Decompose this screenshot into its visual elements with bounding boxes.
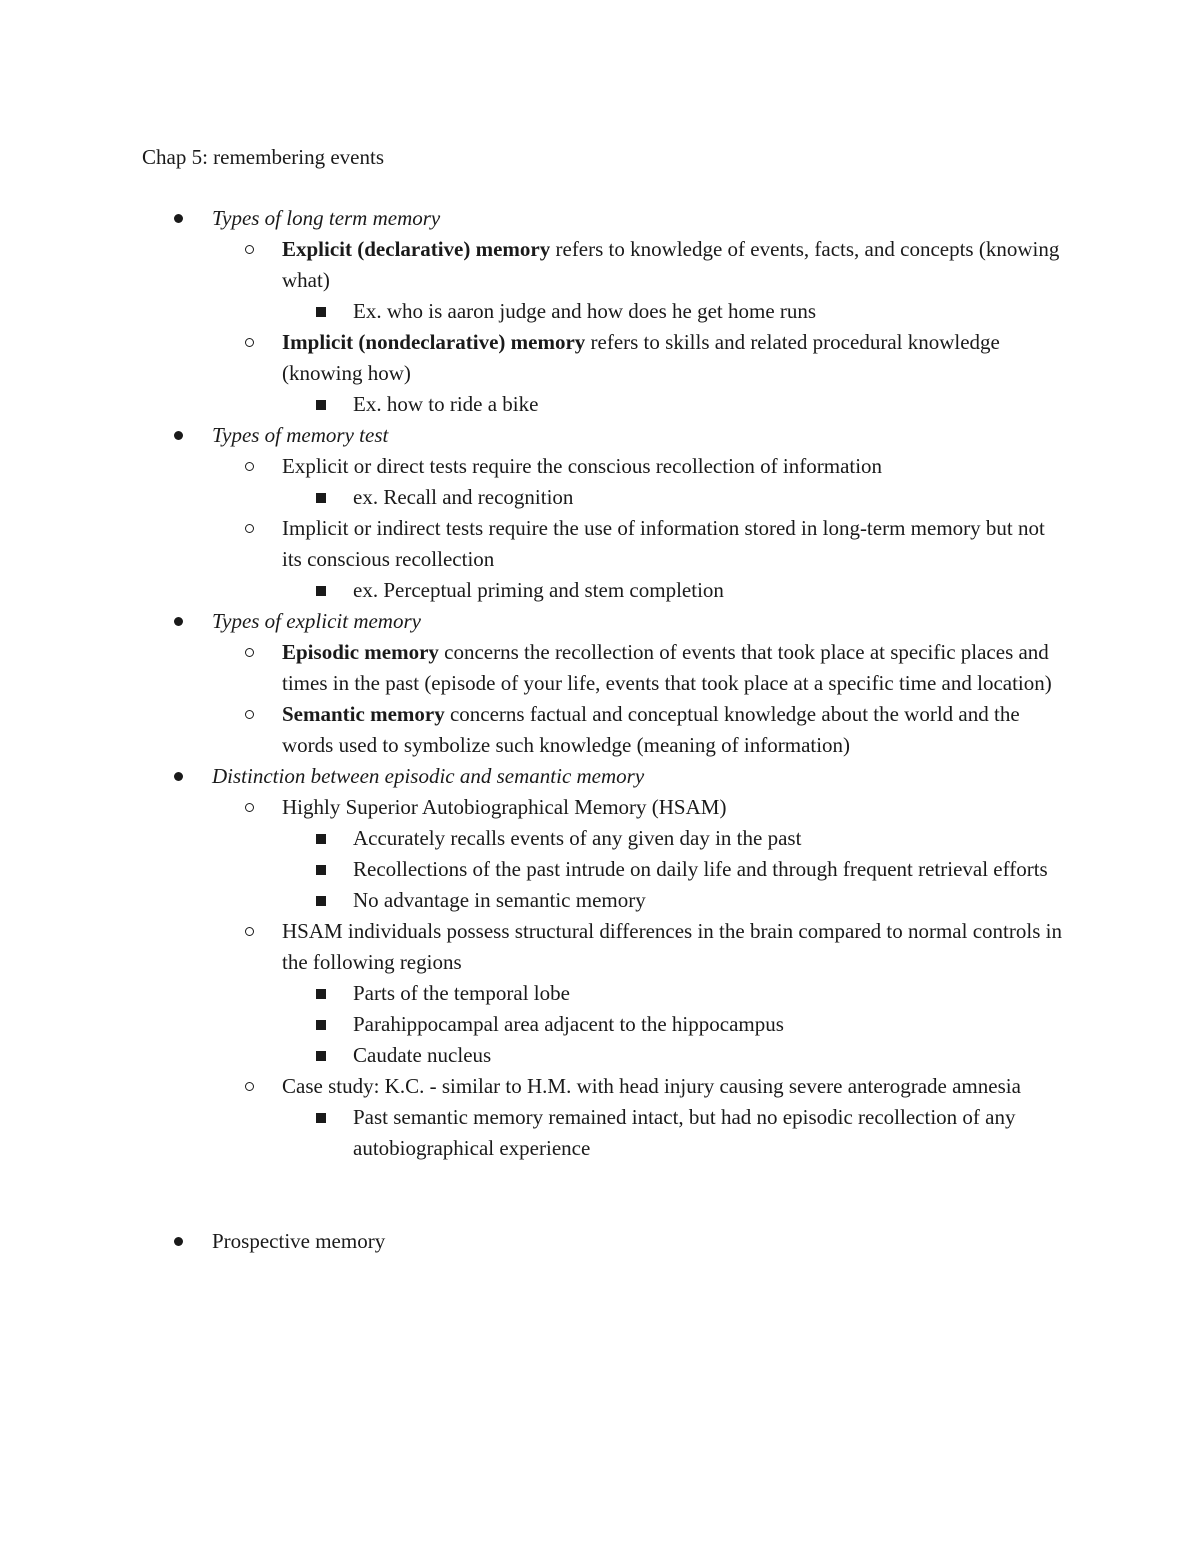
bullet-square-icon xyxy=(316,854,326,885)
body-text: Implicit or indirect tests require the use of information stored in long-term memory but not its conscious recollection xyxy=(282,516,1045,571)
bullet-ring-icon xyxy=(245,327,254,358)
list-item xyxy=(0,823,1063,854)
section-heading: Distinction between episodic and semantic memory xyxy=(212,764,645,788)
body-text: Parts of the temporal lobe xyxy=(353,981,570,1005)
body-text: No advantage in semantic memory xyxy=(353,888,646,912)
definition-text: refers to skills and related procedural knowledge (knowing how) xyxy=(282,330,1000,385)
list-item xyxy=(0,637,1062,699)
bullet-square-icon xyxy=(316,296,326,327)
bullet-square-icon xyxy=(316,482,326,513)
example-text: Ex. how to ride a bike xyxy=(353,392,539,416)
list-item xyxy=(0,854,1063,885)
list-item xyxy=(0,1102,1063,1164)
body-text: Case study: K.C. - similar to H.M. with head injury causing severe anterograde amnesia xyxy=(282,1074,1021,1098)
bullet-dot-icon xyxy=(174,606,183,637)
term-episodic-memory: Episodic memory xyxy=(282,640,439,664)
bullet-ring-icon xyxy=(245,699,254,730)
bullet-square-icon xyxy=(316,978,326,1009)
example-text: ex. Recall and recognition xyxy=(353,485,574,509)
bullet-dot-icon xyxy=(174,1226,183,1257)
bullet-dot-icon xyxy=(174,761,183,792)
term-explicit-memory: Explicit (declarative) memory xyxy=(282,237,551,261)
body-text: Recollections of the past intrude on daily life and through frequent retrieval efforts xyxy=(353,857,1048,881)
list-item xyxy=(0,606,1057,637)
body-text: Past semantic memory remained intact, but had no episodic recollection of any autobiographical experience xyxy=(353,1105,1016,1160)
blank-space xyxy=(0,1164,1200,1226)
list-item xyxy=(0,575,1063,606)
list-item xyxy=(0,699,1062,761)
bullet-ring-icon xyxy=(245,637,254,668)
list-item xyxy=(0,513,1062,575)
list-item xyxy=(0,885,1063,916)
body-text: Parahippocampal area adjacent to the hippocampus xyxy=(353,1012,784,1036)
list-item xyxy=(0,761,1057,792)
term-implicit-memory: Implicit (nondeclarative) memory xyxy=(282,330,586,354)
page-title: Chap 5: remembering events xyxy=(142,145,385,169)
bullet-square-icon xyxy=(316,389,326,420)
bullet-square-icon xyxy=(316,1102,326,1133)
list-item xyxy=(0,234,1062,296)
example-text: Ex. who is aaron judge and how does he get home runs xyxy=(353,299,817,323)
list-item xyxy=(0,420,1057,451)
term-semantic-memory: Semantic memory xyxy=(282,702,445,726)
body-text: Accurately recalls events of any given day in the past xyxy=(353,826,802,850)
list-item xyxy=(0,916,1062,978)
body-text: HSAM individuals possess structural differences in the brain compared to normal controls in the following regions xyxy=(282,919,1062,974)
bullet-dot-icon xyxy=(174,420,183,451)
bullet-square-icon xyxy=(316,1009,326,1040)
definition-text: concerns the recollection of events that took place at specific places and times in the past (episode of your life, events that took place at a specific time and location) xyxy=(282,640,1052,695)
list-item xyxy=(0,203,1057,234)
bullet-ring-icon xyxy=(245,916,254,947)
list-item xyxy=(0,978,1063,1009)
body-text: Highly Superior Autobiographical Memory (HSAM) xyxy=(282,795,727,819)
list-item xyxy=(0,296,1063,327)
section-heading: Prospective memory xyxy=(212,1229,386,1253)
list-item xyxy=(0,451,1062,482)
body-text: Explicit or direct tests require the conscious recollection of information xyxy=(282,454,883,478)
bullet-square-icon xyxy=(316,1040,326,1071)
list-item xyxy=(0,389,1063,420)
notes-outline xyxy=(0,203,1200,1257)
body-text: Caudate nucleus xyxy=(353,1043,492,1067)
bullet-square-icon xyxy=(316,823,326,854)
example-text: ex. Perceptual priming and stem completion xyxy=(353,578,724,602)
list-item xyxy=(0,792,1062,823)
bullet-dot-icon xyxy=(174,203,183,234)
section-heading: Types of memory test xyxy=(212,423,389,447)
bullet-ring-icon xyxy=(245,792,254,823)
list-item xyxy=(0,1071,1062,1102)
list-item xyxy=(0,1226,1057,1257)
bullet-ring-icon xyxy=(245,234,254,265)
definition-text: refers to knowledge of events, facts, and concepts (knowing what) xyxy=(282,237,1060,292)
list-item xyxy=(0,1009,1063,1040)
bullet-square-icon xyxy=(316,885,326,916)
bullet-ring-icon xyxy=(245,513,254,544)
list-item xyxy=(0,482,1063,513)
list-item xyxy=(0,1040,1063,1071)
bullet-ring-icon xyxy=(245,451,254,482)
list-item xyxy=(0,327,1062,389)
bullet-ring-icon xyxy=(245,1071,254,1102)
definition-text: concerns factual and conceptual knowledge about the world and the words used to symbolize such knowledge (meaning of information) xyxy=(282,702,1020,757)
section-heading: Types of explicit memory xyxy=(212,609,421,633)
section-heading: Types of long term memory xyxy=(212,206,441,230)
bullet-square-icon xyxy=(316,575,326,606)
